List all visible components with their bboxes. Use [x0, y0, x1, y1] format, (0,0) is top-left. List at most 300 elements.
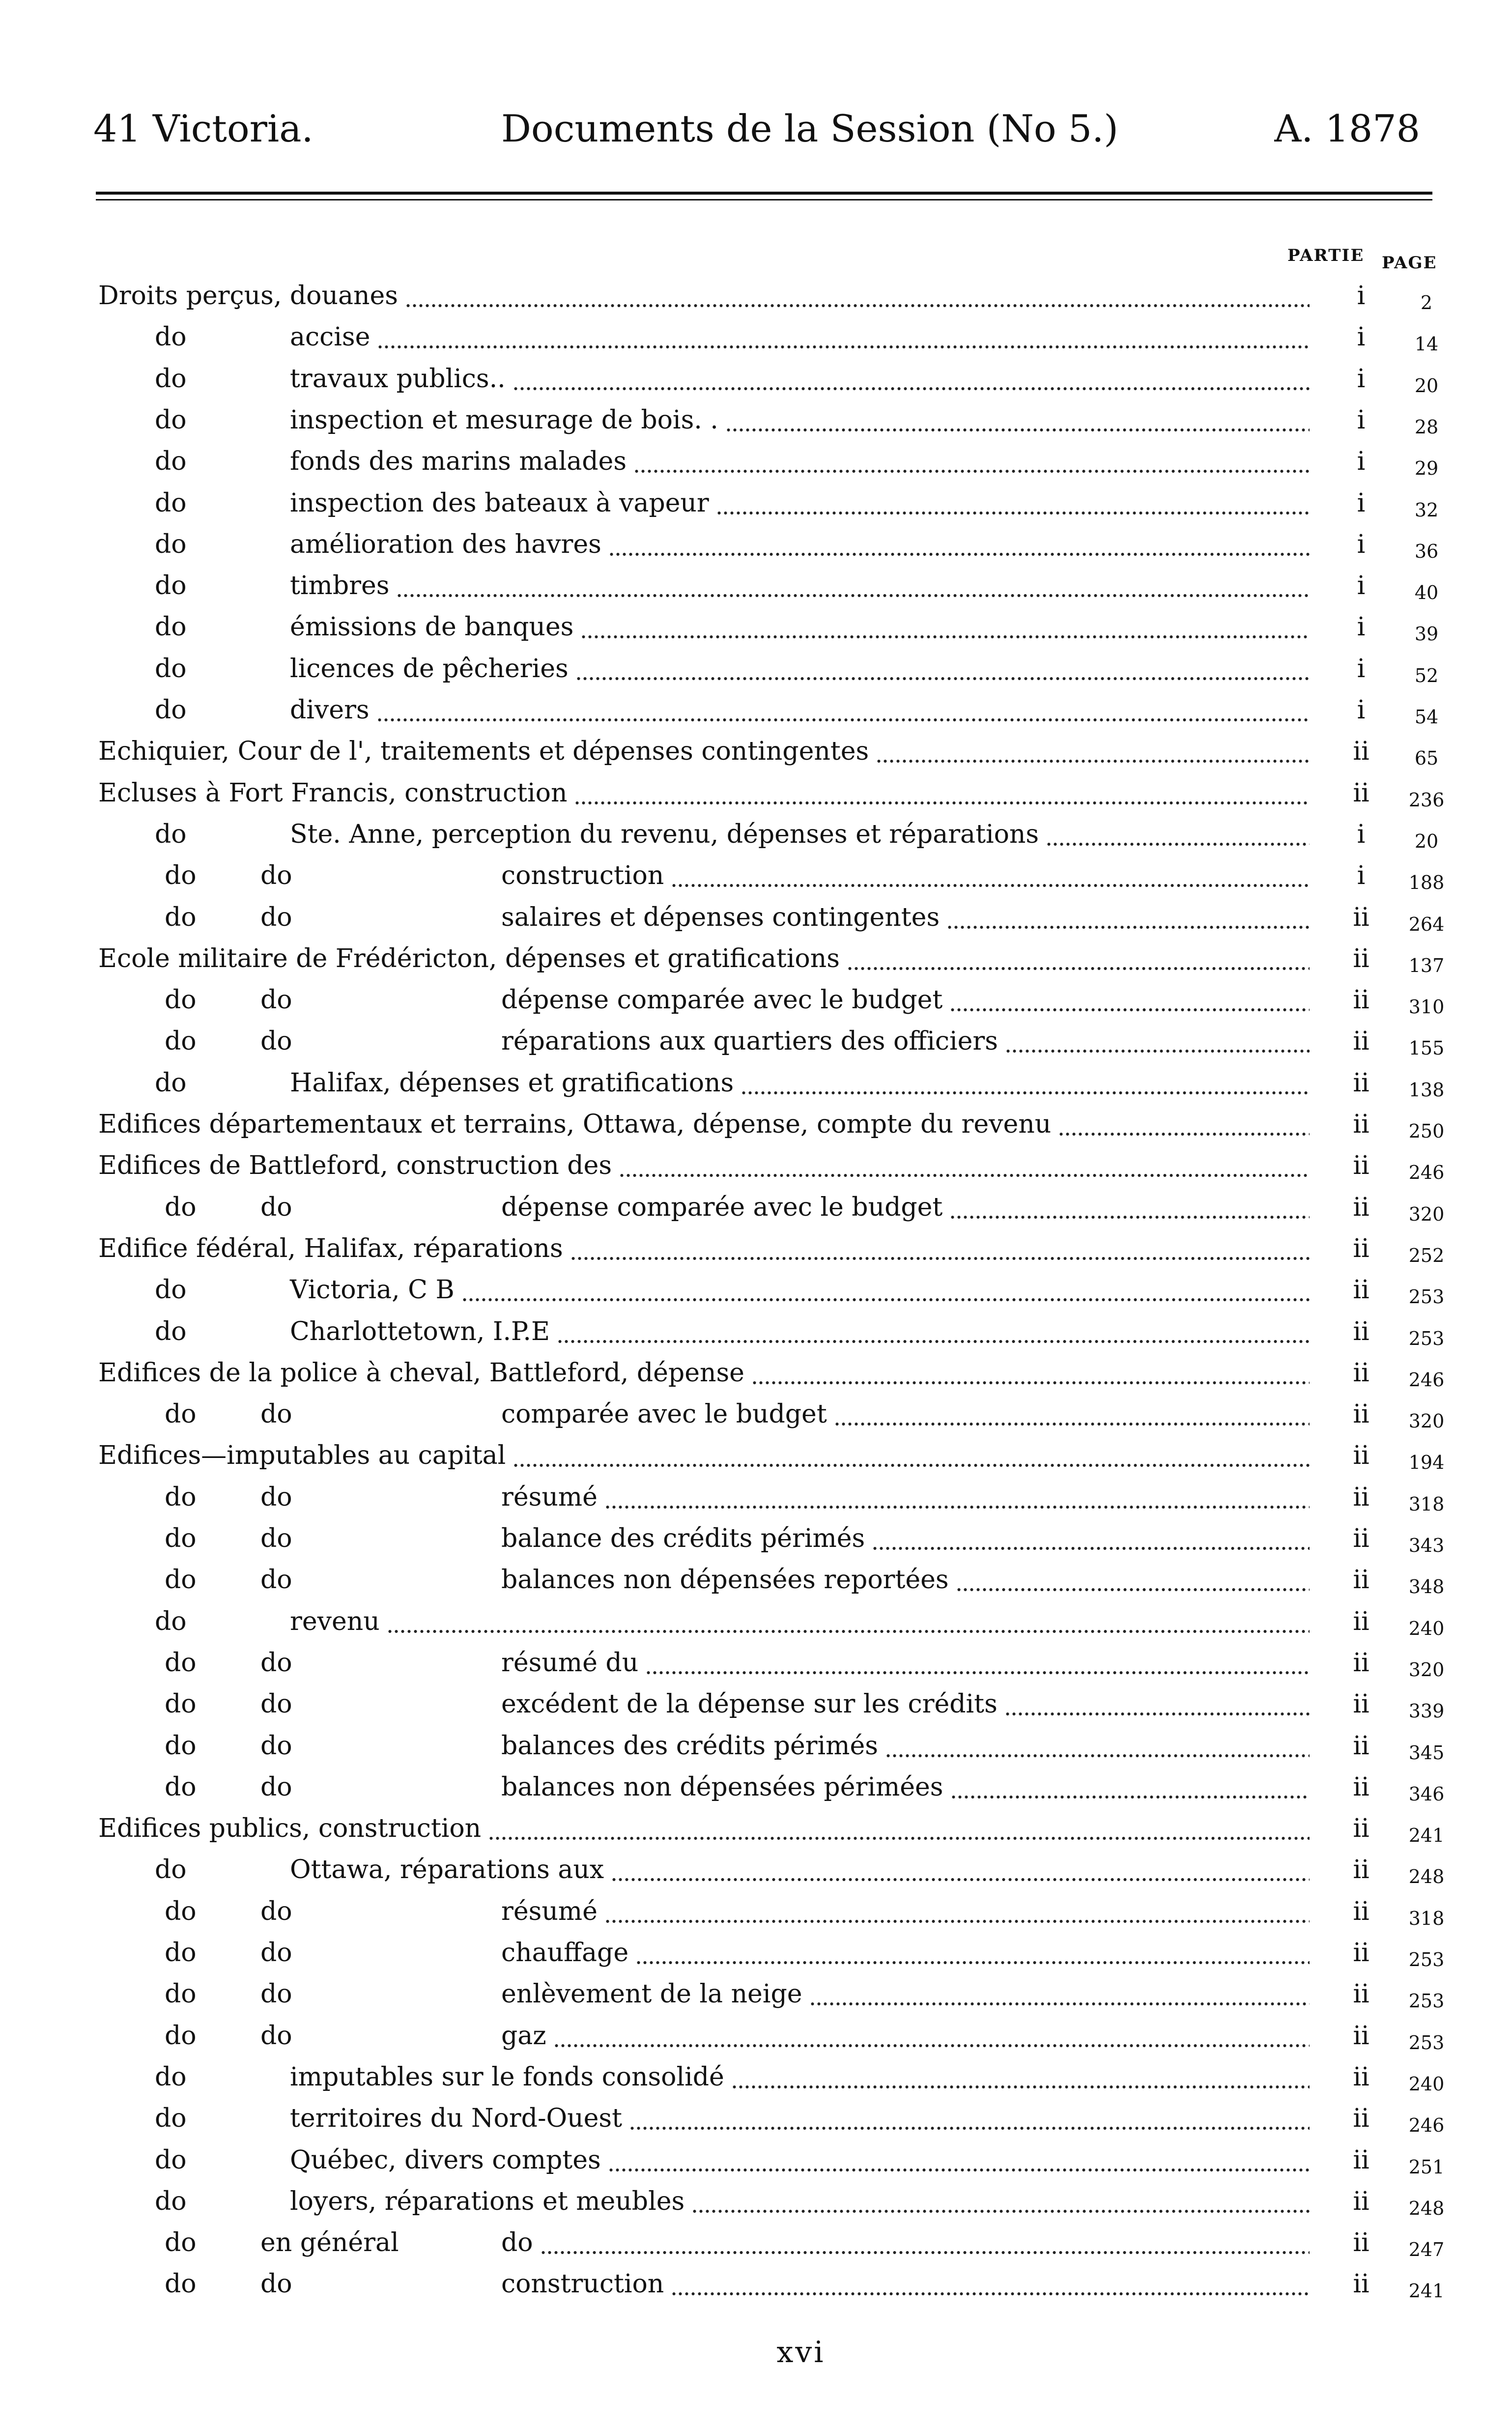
- entry-subject: territoires du Nord-Ouest: [290, 2104, 622, 2133]
- dot-leader: [671, 2263, 1310, 2305]
- dot-leader: [540, 2222, 1310, 2263]
- entry-partie: ii: [1353, 1565, 1369, 1595]
- entry-partie: i: [1357, 364, 1366, 394]
- dot-leader: [741, 1062, 1310, 1104]
- entry-partie: ii: [1353, 2187, 1369, 2216]
- entry-subject: loyers, réparations et meubles: [290, 2187, 685, 2216]
- entry-partie: ii: [1353, 2269, 1369, 2299]
- dot-leader: [377, 316, 1310, 358]
- entry-partie: ii: [1353, 778, 1369, 808]
- dot-leader: [671, 855, 1310, 896]
- index-entry: [0, 441, 1512, 482]
- entry-subject: chauffage: [501, 1938, 629, 1968]
- dot-leader: [872, 1518, 1310, 1559]
- entry-ditto: do: [165, 1027, 197, 1056]
- entry-page: 240: [1408, 2073, 1445, 2095]
- entry-page: 40: [1414, 582, 1439, 603]
- entry-ditto: do: [155, 1275, 187, 1305]
- dot-leader: [1058, 1104, 1310, 1145]
- entry-partie: ii: [1353, 1441, 1369, 1470]
- entry-ditto: do: [260, 1648, 292, 1678]
- entry-subject: inspection des bateaux à vapeur: [290, 488, 709, 518]
- entry-subject: Ecole militaire de Frédéricton, dépenses et gratifications: [98, 944, 840, 973]
- entry-ditto: do: [155, 1317, 187, 1346]
- entry-ditto: en général: [260, 2228, 399, 2257]
- entry-page: 194: [1408, 1452, 1445, 1473]
- entry-ditto: do: [155, 405, 187, 435]
- dot-leader: [405, 275, 1310, 316]
- dot-leader: [725, 400, 1310, 441]
- entry-partie: ii: [1353, 1897, 1369, 1926]
- entry-subject: Victoria, C B: [290, 1275, 455, 1305]
- index-entry: [0, 1891, 1512, 1932]
- entry-partie: ii: [1353, 737, 1369, 766]
- entry-subject: Edifices—imputables au capital: [98, 1441, 506, 1470]
- entry-page: 346: [1408, 1783, 1445, 1805]
- entry-partie: ii: [1353, 1483, 1369, 1512]
- entry-subject: Edifices de la police à cheval, Battleford, dépense: [98, 1358, 744, 1388]
- header-rule-thick: [96, 192, 1432, 195]
- entry-subject: licences de pêcheries: [290, 654, 569, 684]
- dot-leader: [376, 689, 1310, 731]
- dot-leader: [570, 1228, 1310, 1269]
- index-entry: [0, 1518, 1512, 1559]
- entry-ditto: do: [165, 1483, 197, 1512]
- entry-ditto: do: [165, 1772, 197, 1802]
- entry-partie: i: [1357, 488, 1366, 518]
- index-entry: [0, 1808, 1512, 1849]
- index-entry: [0, 565, 1512, 606]
- entry-page: 240: [1408, 1618, 1445, 1639]
- entry-ditto: do: [155, 447, 187, 476]
- index-entry: [0, 1973, 1512, 2015]
- entry-page: 248: [1408, 2198, 1445, 2219]
- entry-partie: ii: [1353, 1648, 1369, 1678]
- entry-subject: Ecluses à Fort Francis, construction: [98, 778, 568, 808]
- entry-subject: imputables sur le fonds consolidé: [290, 2062, 724, 2092]
- entry-page: 137: [1408, 955, 1445, 976]
- dot-leader: [885, 1725, 1310, 1767]
- entry-page: 241: [1408, 1825, 1445, 1846]
- entry-page: 246: [1408, 2114, 1445, 2136]
- entry-partie: ii: [1353, 1110, 1369, 1139]
- index-entry: [0, 2056, 1512, 2098]
- entry-partie: ii: [1353, 1979, 1369, 2009]
- entry-partie: i: [1357, 447, 1366, 476]
- dot-leader: [1046, 814, 1310, 855]
- entry-partie: ii: [1353, 1275, 1369, 1305]
- entry-ditto: do: [155, 2062, 187, 2092]
- entry-ditto: do: [260, 2021, 292, 2051]
- entry-subject: revenu: [290, 1607, 380, 1636]
- index-entry: [0, 1601, 1512, 1642]
- dot-leader: [488, 1808, 1310, 1849]
- entry-page: 29: [1414, 457, 1439, 479]
- entry-partie: ii: [1353, 1938, 1369, 1968]
- index-entry: [0, 1145, 1512, 1186]
- entry-ditto: do: [155, 2187, 187, 2216]
- index-entry: [0, 606, 1512, 648]
- dot-leader: [645, 1642, 1310, 1684]
- entry-partie: i: [1357, 281, 1366, 311]
- entry-page: 339: [1408, 1700, 1445, 1722]
- entry-ditto: do: [165, 1565, 197, 1595]
- entry-page: 250: [1408, 1120, 1445, 1142]
- entry-ditto: do: [165, 985, 197, 1015]
- entry-partie: i: [1357, 695, 1366, 725]
- entry-ditto: do: [260, 1399, 292, 1429]
- entry-ditto: do: [165, 1689, 197, 1719]
- index-entry: [0, 979, 1512, 1021]
- entry-ditto: do: [165, 2228, 197, 2257]
- index-entry: [0, 316, 1512, 358]
- index-entry: [0, 483, 1512, 524]
- entry-ditto: do: [165, 1731, 197, 1761]
- index-entry: [0, 1435, 1512, 1476]
- entry-partie: ii: [1353, 1689, 1369, 1719]
- running-header: [93, 104, 1420, 158]
- dot-leader: [949, 979, 1310, 1021]
- entry-subject: Droits perçus, douanes: [98, 281, 398, 311]
- dot-leader: [553, 2015, 1310, 2056]
- dot-leader: [461, 1269, 1310, 1311]
- dot-leader: [604, 1477, 1310, 1518]
- index-entry: [0, 689, 1512, 731]
- entry-ditto: do: [165, 1938, 197, 1968]
- entry-ditto: do: [155, 571, 187, 600]
- dot-leader: [1004, 1684, 1310, 1725]
- entry-ditto: do: [260, 1193, 292, 1222]
- entry-ditto: do: [155, 322, 187, 352]
- entry-subject: do: [501, 2228, 533, 2257]
- entry-partie: i: [1357, 405, 1366, 435]
- entry-ditto: do: [260, 1938, 292, 1968]
- index-entry: [0, 1725, 1512, 1767]
- entry-partie: ii: [1353, 1731, 1369, 1761]
- entry-subject: divers: [290, 695, 370, 725]
- entry-subject: émissions de banques: [290, 612, 574, 642]
- index-entry: [0, 648, 1512, 689]
- dot-leader: [716, 483, 1310, 524]
- dot-leader: [604, 1891, 1310, 1932]
- index-entry: [0, 814, 1512, 855]
- entry-ditto: do: [260, 1565, 292, 1595]
- entry-subject: travaux publics..: [290, 364, 506, 394]
- entry-ditto: do: [165, 1399, 197, 1429]
- header-rule-thin: [96, 199, 1432, 200]
- header-title: Documents de la Session (No 5.): [501, 107, 1118, 150]
- entry-page: 318: [1408, 1908, 1445, 1929]
- dot-leader: [1005, 1021, 1310, 1062]
- page-number: xvi: [776, 2335, 826, 2370]
- index-entry: [0, 1559, 1512, 1600]
- entry-partie: ii: [1353, 1317, 1369, 1346]
- entry-ditto: do: [155, 364, 187, 394]
- entry-subject: Ste. Anne, perception du revenu, dépenses et réparations: [290, 820, 1039, 849]
- dot-leader: [731, 2056, 1310, 2098]
- entry-subject: balances non dépensées reportées: [501, 1565, 949, 1595]
- entry-ditto: do: [165, 1193, 197, 1222]
- entry-subject: résumé du: [501, 1648, 639, 1678]
- entry-page: 320: [1408, 1203, 1445, 1225]
- index-entry: [0, 1642, 1512, 1684]
- entry-subject: comparée avec le budget: [501, 1399, 827, 1429]
- dot-leader: [629, 2098, 1310, 2139]
- entry-page: 65: [1414, 747, 1439, 769]
- dot-leader: [513, 1435, 1310, 1476]
- entry-subject: salaires et dépenses contingentes: [501, 903, 940, 932]
- entry-partie: i: [1357, 530, 1366, 559]
- entry-partie: ii: [1353, 944, 1369, 973]
- entry-page: 253: [1408, 1328, 1445, 1349]
- entry-subject: Ottawa, réparations aux: [290, 1855, 604, 1884]
- entry-partie: ii: [1353, 1855, 1369, 1884]
- entry-page: 52: [1414, 665, 1439, 686]
- dot-leader: [387, 1601, 1310, 1642]
- dot-leader: [635, 1932, 1310, 1973]
- entry-partie: ii: [1353, 2062, 1369, 2092]
- entry-partie: ii: [1353, 1399, 1369, 1429]
- entry-ditto: do: [155, 654, 187, 684]
- entry-ditto: do: [155, 695, 187, 725]
- entry-ditto: do: [165, 2021, 197, 2051]
- index-entry: [0, 2222, 1512, 2263]
- entry-partie: i: [1357, 322, 1366, 352]
- index-entry: [0, 1062, 1512, 1104]
- entry-partie: i: [1357, 571, 1366, 600]
- entry-ditto: do: [155, 820, 187, 849]
- entry-ditto: do: [260, 1772, 292, 1802]
- entry-ditto: do: [155, 2104, 187, 2133]
- entry-partie: ii: [1353, 2021, 1369, 2051]
- entry-subject: accise: [290, 322, 371, 352]
- dot-leader: [809, 1973, 1310, 2015]
- dot-leader: [691, 2181, 1310, 2222]
- entry-page: 188: [1408, 872, 1445, 893]
- entry-page: 320: [1408, 1659, 1445, 1681]
- index-entry: [0, 2181, 1512, 2222]
- entry-ditto: do: [155, 2145, 187, 2175]
- entry-page: 252: [1408, 1245, 1445, 1266]
- entry-subject: Québec, divers comptes: [290, 2145, 601, 2175]
- index-entry: [0, 1394, 1512, 1435]
- index-entry: [0, 2098, 1512, 2139]
- index-entry: [0, 1849, 1512, 1890]
- index-entry: [0, 1104, 1512, 1145]
- entry-partie: ii: [1353, 2228, 1369, 2257]
- entry-subject: construction: [501, 861, 664, 890]
- index-entry: [0, 2015, 1512, 2056]
- entry-ditto: do: [165, 2269, 197, 2299]
- entry-ditto: do: [155, 488, 187, 518]
- index-entry: [0, 1187, 1512, 1228]
- entry-page: 138: [1408, 1079, 1445, 1101]
- entry-subject: Halifax, dépenses et gratifications: [290, 1068, 734, 1098]
- entry-ditto: do: [260, 1027, 292, 1056]
- entry-partie: ii: [1353, 1607, 1369, 1636]
- index-entry: [0, 1228, 1512, 1269]
- entry-ditto: do: [165, 861, 197, 890]
- dot-leader: [751, 1352, 1310, 1394]
- entry-ditto: do: [260, 1483, 292, 1512]
- dot-leader: [575, 648, 1310, 689]
- entry-ditto: do: [260, 861, 292, 890]
- entry-ditto: do: [260, 1897, 292, 1926]
- dot-leader: [950, 1767, 1310, 1808]
- entry-ditto: do: [260, 2269, 292, 2299]
- entry-ditto: do: [165, 1897, 197, 1926]
- index-entry: [0, 400, 1512, 441]
- entry-subject: résumé: [501, 1897, 598, 1926]
- entry-partie: i: [1357, 612, 1366, 642]
- dot-leader: [557, 1311, 1310, 1352]
- entry-ditto: do: [260, 1979, 292, 2009]
- entry-subject: excédent de la dépense sur les crédits: [501, 1689, 998, 1719]
- dot-leader: [396, 565, 1310, 606]
- entry-subject: fonds des marins malades: [290, 447, 627, 476]
- entry-subject: balance des crédits périmés: [501, 1524, 865, 1553]
- entry-subject: gaz: [501, 2021, 546, 2051]
- dot-leader: [574, 772, 1310, 814]
- entry-page: 14: [1414, 333, 1439, 355]
- index-entry: [0, 1021, 1512, 1062]
- entry-ditto: do: [165, 1979, 197, 2009]
- entry-page: 236: [1408, 789, 1445, 811]
- entry-ditto: do: [165, 903, 197, 932]
- entry-partie: ii: [1353, 2145, 1369, 2175]
- entry-page: 155: [1408, 1037, 1445, 1059]
- index-entry: [0, 2263, 1512, 2305]
- entry-ditto: do: [165, 1524, 197, 1553]
- index-entry: [0, 772, 1512, 814]
- index-entry: [0, 855, 1512, 896]
- entry-page: 251: [1408, 2156, 1445, 2178]
- entry-partie: ii: [1353, 1814, 1369, 1843]
- entry-ditto: do: [165, 1648, 197, 1678]
- dot-leader: [834, 1394, 1310, 1435]
- entry-partie: ii: [1353, 1524, 1369, 1553]
- dot-leader: [513, 358, 1310, 400]
- index-entry: [0, 1269, 1512, 1311]
- entry-ditto: do: [155, 530, 187, 559]
- entry-subject: construction: [501, 2269, 664, 2299]
- entry-ditto: do: [260, 903, 292, 932]
- index-entry: [0, 1932, 1512, 1973]
- entry-partie: ii: [1353, 1772, 1369, 1802]
- dot-leader: [876, 731, 1310, 772]
- index-entry: [0, 938, 1512, 979]
- entry-page: 310: [1408, 996, 1445, 1018]
- entry-subject: inspection et mesurage de bois. .: [290, 405, 718, 435]
- dot-leader: [946, 897, 1310, 938]
- entry-page: 20: [1414, 375, 1439, 397]
- header-volume: 41 Victoria.: [93, 107, 314, 150]
- index-entry: [0, 275, 1512, 316]
- entry-page: 253: [1408, 1949, 1445, 1970]
- dot-leader: [847, 938, 1310, 979]
- index-entry: [0, 1352, 1512, 1394]
- entry-partie: i: [1357, 820, 1366, 849]
- entry-subject: dépense comparée avec le budget: [501, 985, 943, 1015]
- index-entry: [0, 731, 1512, 772]
- entry-page: 36: [1414, 541, 1439, 562]
- entry-partie: ii: [1353, 1358, 1369, 1388]
- entry-subject: Echiquier, Cour de l', traitements et dépenses contingentes: [98, 737, 869, 766]
- entry-page: 343: [1408, 1535, 1445, 1556]
- column-header-partie: PARTIE: [1287, 246, 1365, 265]
- index-entry: [0, 1311, 1512, 1352]
- entry-page: 348: [1408, 1576, 1445, 1598]
- entry-page: 39: [1414, 623, 1439, 645]
- column-header-page: PAGE: [1382, 253, 1437, 273]
- entry-partie: ii: [1353, 1234, 1369, 1263]
- entry-page: 264: [1408, 914, 1445, 935]
- entry-subject: réparations aux quartiers des officiers: [501, 1027, 998, 1056]
- index-entry: [0, 2140, 1512, 2181]
- entry-ditto: do: [155, 1855, 187, 1884]
- index-entry: [0, 358, 1512, 400]
- entry-page: 246: [1408, 1369, 1445, 1391]
- index-entry: [0, 1684, 1512, 1725]
- entry-ditto: do: [260, 1689, 292, 1719]
- entry-subject: amélioration des havres: [290, 530, 601, 559]
- entry-page: 54: [1414, 706, 1439, 728]
- index-entry: [0, 1767, 1512, 1808]
- entry-partie: ii: [1353, 1068, 1369, 1098]
- entry-page: 247: [1408, 2239, 1445, 2260]
- header-year: A. 1878: [1274, 107, 1420, 150]
- entry-subject: Edifice fédéral, Halifax, réparations: [98, 1234, 563, 1263]
- entry-subject: timbres: [290, 571, 390, 600]
- dot-leader: [580, 606, 1310, 648]
- index-entry: [0, 524, 1512, 565]
- index-entry: [0, 897, 1512, 938]
- entry-page: 318: [1408, 1493, 1445, 1515]
- entry-partie: ii: [1353, 1193, 1369, 1222]
- entry-subject: dépense comparée avec le budget: [501, 1193, 943, 1222]
- entry-ditto: do: [260, 1524, 292, 1553]
- entry-subject: Edifices publics, construction: [98, 1814, 482, 1843]
- index-entry: [0, 1477, 1512, 1518]
- entry-page: 246: [1408, 1162, 1445, 1183]
- entry-partie: ii: [1353, 1027, 1369, 1056]
- entry-ditto: do: [155, 612, 187, 642]
- entry-page: 248: [1408, 1866, 1445, 1887]
- entry-page: 320: [1408, 1410, 1445, 1432]
- entry-partie: i: [1357, 861, 1366, 890]
- dot-leader: [608, 2140, 1310, 2181]
- entry-ditto: do: [155, 1068, 187, 1098]
- entry-page: 241: [1408, 2280, 1445, 2302]
- entry-partie: ii: [1353, 985, 1369, 1015]
- entry-page: 28: [1414, 416, 1439, 438]
- entry-partie: i: [1357, 654, 1366, 684]
- dot-leader: [619, 1145, 1310, 1186]
- entry-partie: ii: [1353, 903, 1369, 932]
- entry-page: 345: [1408, 1742, 1445, 1764]
- entry-partie: ii: [1353, 2104, 1369, 2133]
- entry-ditto: do: [260, 1731, 292, 1761]
- entry-subject: balances des crédits périmés: [501, 1731, 878, 1761]
- entry-subject: résumé: [501, 1483, 598, 1512]
- entry-page: 253: [1408, 1286, 1445, 1308]
- entry-subject: balances non dépensées périmées: [501, 1772, 943, 1802]
- dot-leader: [633, 441, 1310, 482]
- entry-page: 253: [1408, 2032, 1445, 2054]
- entry-ditto: do: [260, 985, 292, 1015]
- entry-page: 20: [1414, 830, 1439, 852]
- dot-leader: [949, 1187, 1310, 1228]
